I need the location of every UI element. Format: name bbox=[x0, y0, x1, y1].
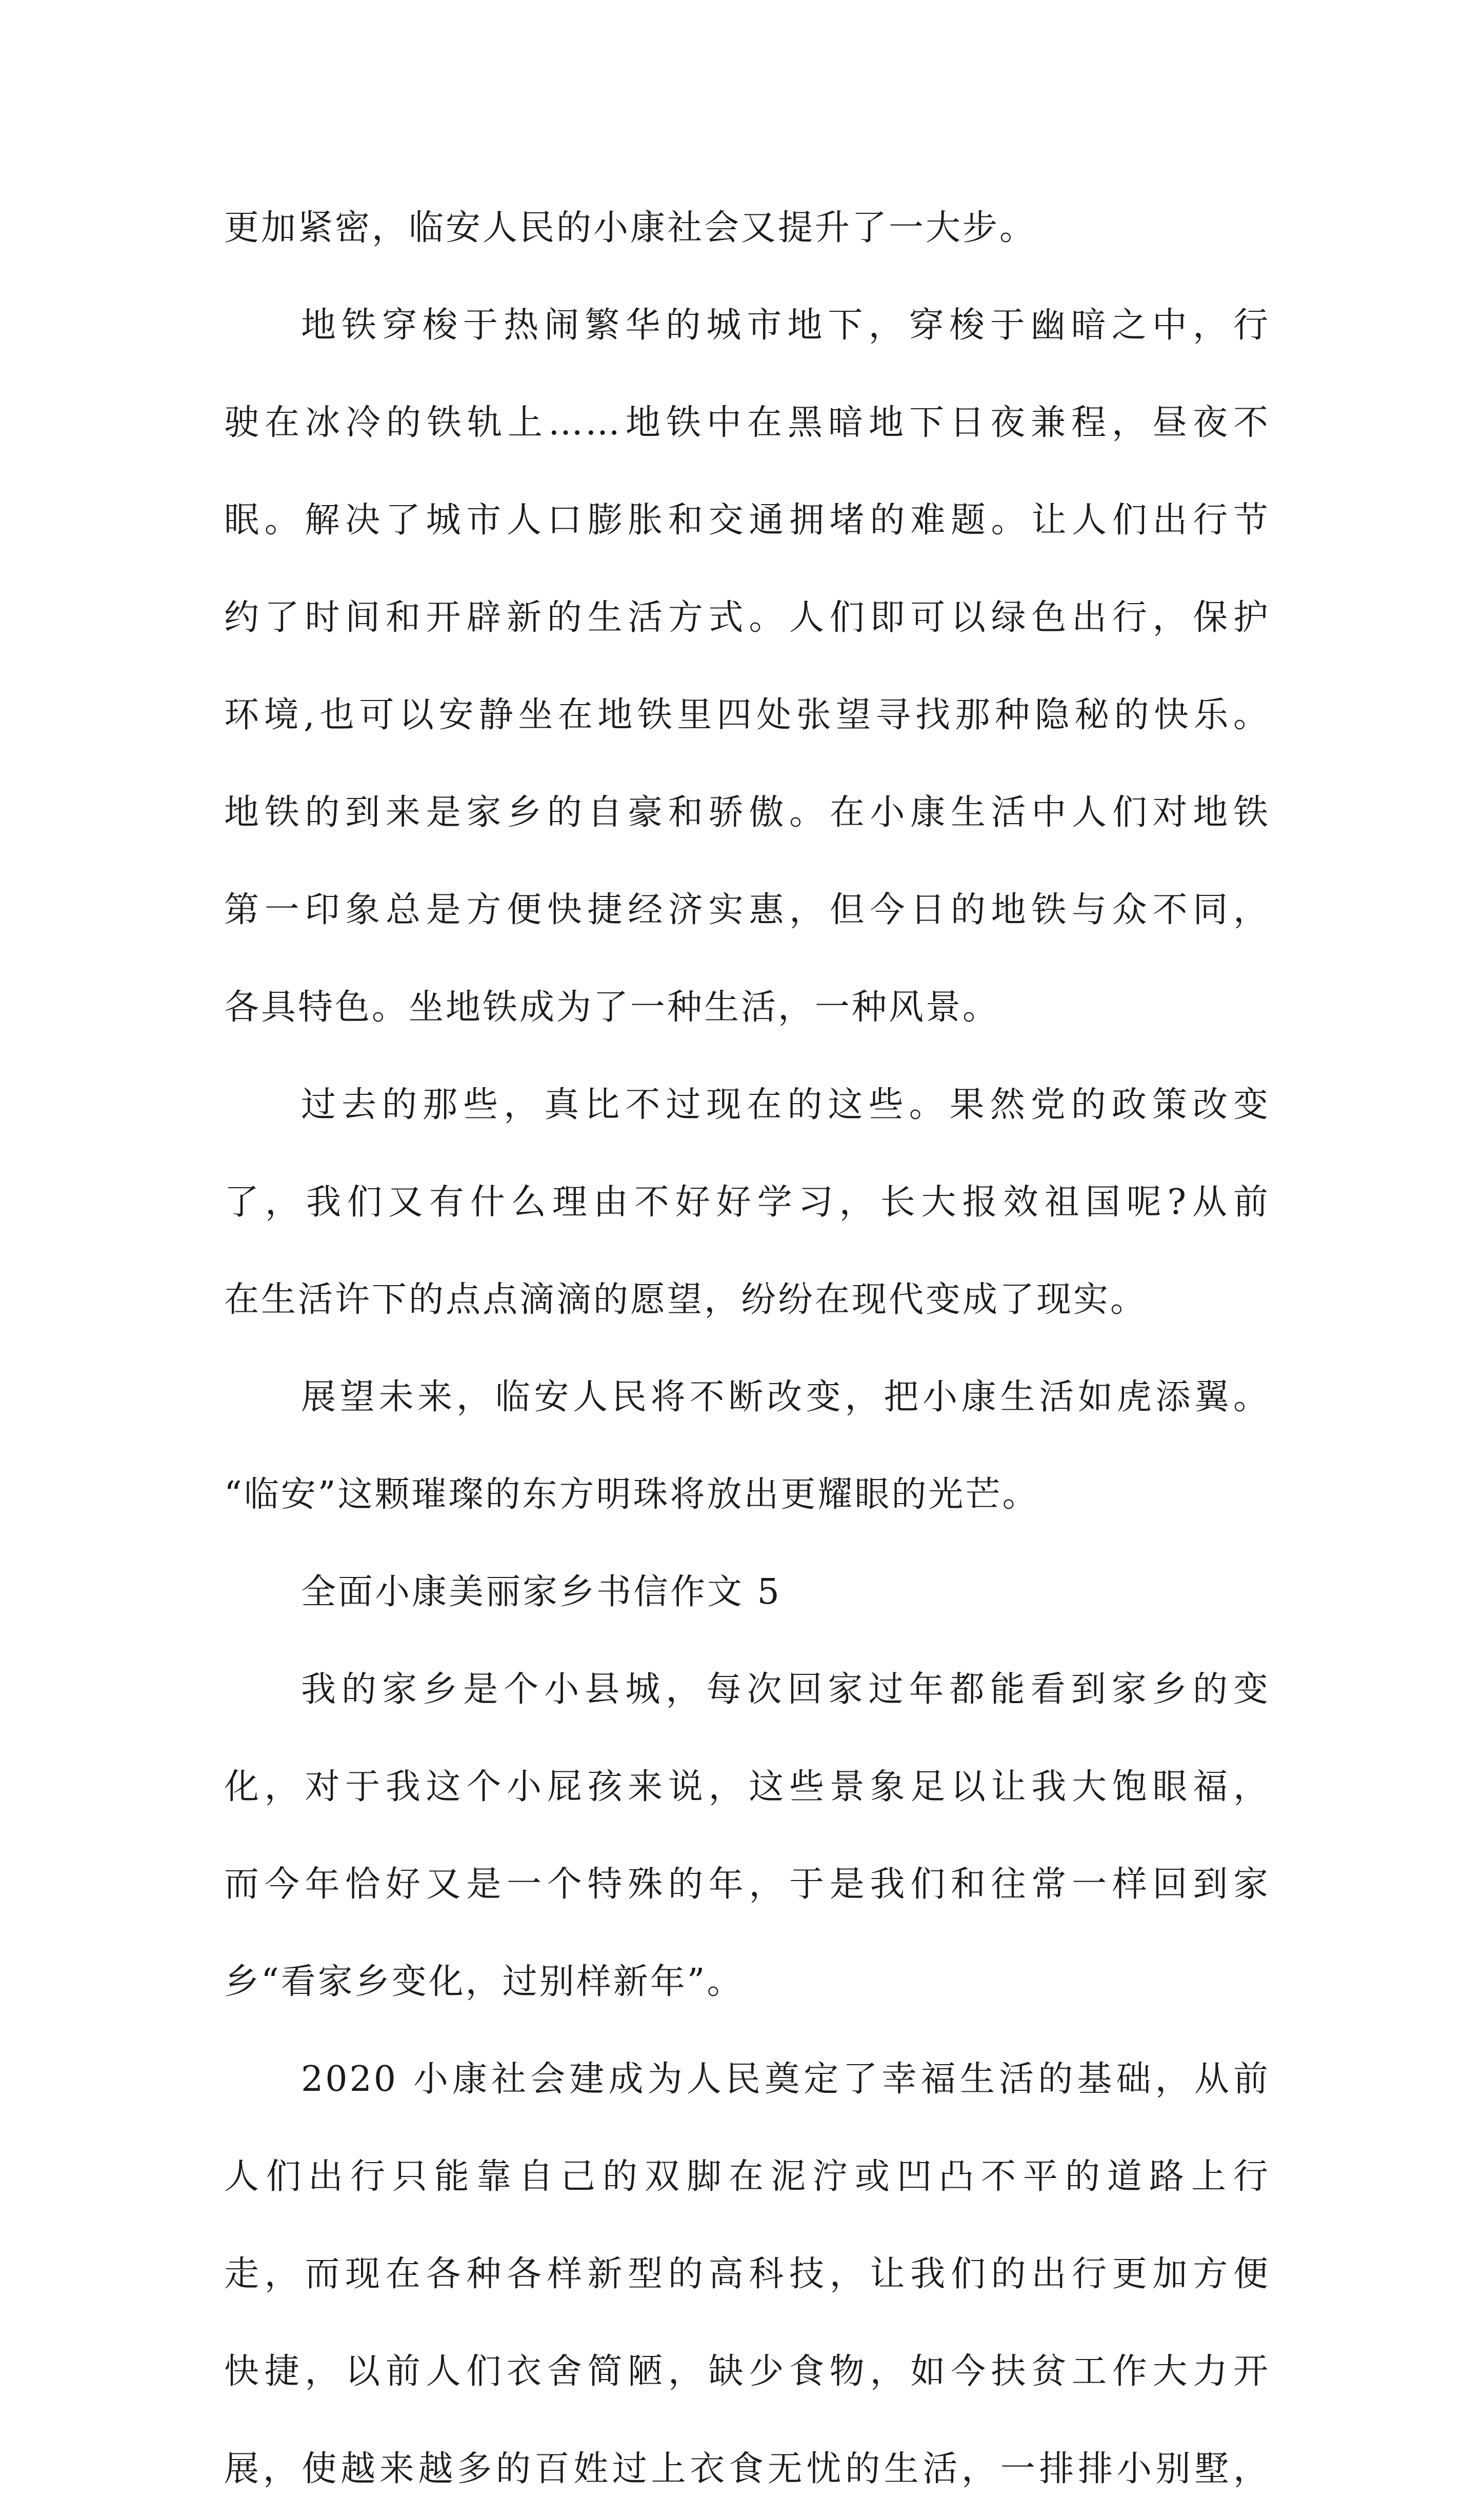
text-line: 人们出行只能靠自己的双脚在泥泞或凹凸不平的道路上行 bbox=[224, 2156, 1270, 2197]
section-heading: 全面小康美丽家乡书信作文 5 bbox=[301, 1572, 781, 1612]
text-line: 各具特色。坐地铁成为了一种生活，一种风景。 bbox=[224, 987, 1000, 1028]
text-line: 化，对于我这个小屁孩来说，这些景象足以让我大饱眼福， bbox=[224, 1767, 1270, 1807]
text-line: 第一印象总是方便快捷经济实惠，但今日的地铁与众不同， bbox=[224, 890, 1270, 930]
text-line: 环境,也可以安静坐在地铁里四处张望寻找那种隐秘的快乐。 bbox=[224, 695, 1270, 735]
document-body bbox=[224, 179, 1270, 2518]
text-line: 驶在冰冷的铁轨上……地铁中在黑暗地下日夜兼程，昼夜不 bbox=[224, 403, 1270, 443]
text-line: 乡“看家乡变化，过别样新年”。 bbox=[224, 1962, 744, 2002]
text-line: 走，而现在各种各样新型的高科技，让我们的出行更加方便 bbox=[224, 2254, 1270, 2294]
text-line: 地铁的到来是家乡的自豪和骄傲。在小康生活中人们对地铁 bbox=[224, 792, 1270, 833]
text-line: “临安”这颗璀璨的东方明珠将放出更耀眼的光芒。 bbox=[224, 1474, 1039, 1515]
text-line: 过去的那些，真比不过现在的这些。果然党的政策改变 bbox=[301, 1085, 1270, 1125]
text-line: 在生活许下的点点滴滴的愿望，纷纷在现代变成了现实。 bbox=[224, 1280, 1148, 1320]
text-line: 我的家乡是个小县城，每次回家过年都能看到家乡的变 bbox=[301, 1669, 1270, 1710]
text-line: 地铁穿梭于热闹繁华的城市地下，穿梭于幽暗之中，行 bbox=[301, 305, 1270, 346]
text-line: 2020 小康社会建成为人民奠定了幸福生活的基础，从前 bbox=[301, 2059, 1270, 2100]
text-line: 了，我们又有什么理由不好好学习，长大报效祖国呢?从前 bbox=[224, 1182, 1270, 1223]
text-line: 约了时间和开辟新的生活方式。人们即可以绿色出行，保护 bbox=[224, 597, 1270, 638]
text-line: 更加紧密，临安人民的小康社会又提升了一大步。 bbox=[224, 208, 1037, 248]
text-line: 展，使越来越多的百姓过上衣食无忧的生活，一排排小别墅， bbox=[224, 2449, 1270, 2489]
text-line: 而今年恰好又是一个特殊的年，于是我们和往常一样回到家 bbox=[224, 1864, 1270, 1905]
text-line: 快捷，以前人们衣舍简陋，缺少食物，如今扶贫工作大力开 bbox=[224, 2351, 1270, 2392]
text-line: 展望未来，临安人民将不断改变，把小康生活如虎添翼。 bbox=[301, 1377, 1270, 1417]
text-line: 眠。解决了城市人口膨胀和交通拥堵的难题。让人们出行节 bbox=[224, 500, 1270, 541]
